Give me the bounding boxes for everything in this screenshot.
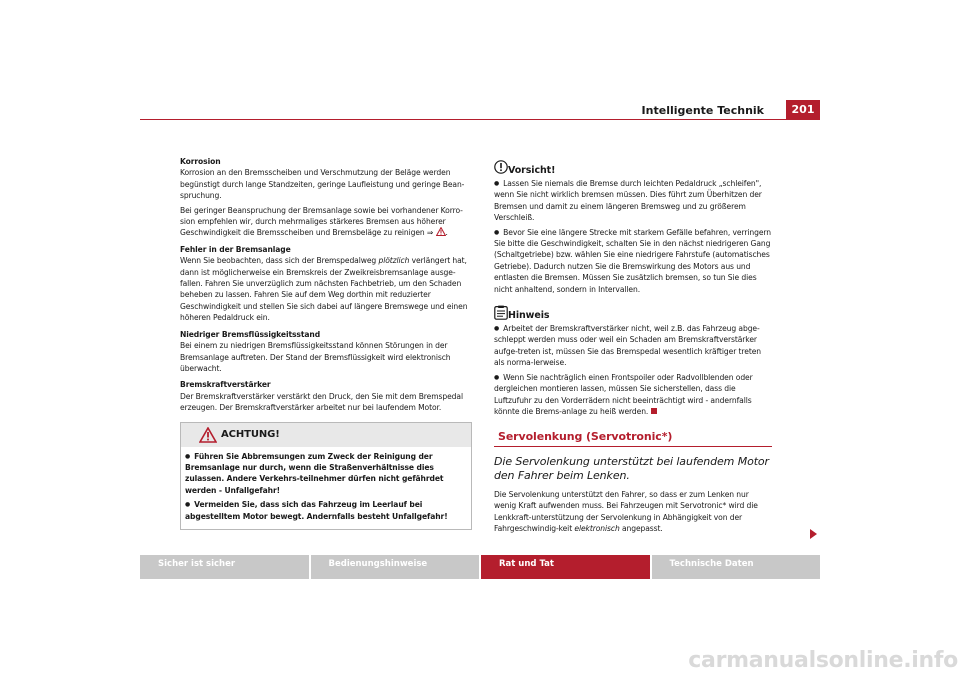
tab-bedienungshinweise[interactable]: Bedienungshinweise — [311, 555, 480, 579]
warning-triangle-icon — [436, 227, 446, 236]
section-subtitle: Die Servolenkung unterstützt bei laufendem Motor den Fahrer beim Lenken. — [494, 454, 769, 482]
hinweis-block — [494, 305, 772, 417]
list-item: ● Wenn Sie nachträglich einen Frontspoiler oder Radvollblenden oder dergleichen montieren lassen, müssen Sie sicherstellen, dass die Luftzufuhr zu den Vorderrädern nicht beeinträchtigt wird - andernfalls könnte die Brems-anlage zu heiß werden. — [494, 372, 772, 418]
heading-bremsfluessigkeit: Niedriger Bremsflüssigkeitsstand — [180, 329, 321, 339]
note-clipboard-icon — [494, 305, 508, 320]
list-item: ● Arbeitet der Bremskraftverstärker nicht, weil z.B. das Fahrzeug abge-schleppt werden muss oder weil ein Schaden am Bremskraftverstärker aufge-treten ist, müssen Sie das Bremspedal wesentlich kräftiger treten als norma-lerweise. — [494, 323, 772, 369]
end-marker-icon — [651, 408, 657, 414]
left-column — [180, 156, 472, 530]
paragraph: Bei einem zu niedrigen Bremsflüssigkeitsstand können Störungen in der Bremsanlage auftreten. Der Stand der Bremsflüssigkeit wird elektronisch überwacht. — [180, 341, 451, 373]
achtung-body — [181, 447, 471, 522]
hinweis-title: Hinweis — [508, 310, 550, 322]
achtung-header — [181, 423, 471, 447]
next-page-arrow-icon[interactable] — [810, 529, 817, 539]
watermark: carmanualsonline.info — [688, 648, 958, 673]
page-header — [140, 100, 820, 120]
exclamation-circle-icon — [494, 160, 508, 174]
page-title: Intelligente Technik — [641, 104, 764, 117]
heading-korrosion: Korrosion — [180, 157, 221, 166]
achtung-title: ACHTUNG! — [221, 428, 280, 440]
list-item: ● Lassen Sie niemals die Bremse durch leichten Pedaldruck „schleifen", wenn Sie nicht wirklich bremsen müssen. Dies führt zum Überhitzen der Bremsen und damit zu einem längeren Bremsweg und zu größerem Verschleiß. — [494, 178, 772, 224]
tab-technische-daten[interactable]: Technische Daten — [652, 555, 821, 579]
list-item: ● Bevor Sie eine längere Strecke mit starkem Gefälle befahren, verringern Sie bitte die Geschwindigkeit, schalten Sie in den nächst niedrigeren Gang (Schaltgetriebe) bzw. wählen Sie eine niedrigere Fahrstufe (automatisches Getriebe). Dadurch nutzen Sie die Bremswirkung des Motors aus und entlasten die Bremsen. Müssen Sie zusätzlich bremsen, so tun Sie dies nicht anhaltend, sondern in Intervallen. — [494, 227, 772, 295]
heading-bremskraftverstaerker: Bremskraftverstärker — [180, 380, 271, 390]
tab-rat-und-tat[interactable]: Rat und Tat — [481, 555, 650, 579]
section-title: Servolenkung (Servotronic*) — [494, 431, 772, 446]
paragraph: Bei geringer Beanspruchung der Bremsanlage sowie bei vorhandener Korro-sion empfehlen wir, durch mehrmaliges stärkeres Bremsen aus höherer Geschwindigkeit die Bremsscheiben und Bremsbeläge zu reinigen ⇒ . — [180, 205, 463, 238]
paragraph: Wenn Sie beobachten, dass sich der Bremspedalweg plötzlich verlängert hat, dann ist möglicherweise ein Bremskreis der Zweikreisbremsanlage ausge-fallen. Fahren Sie unverzüglich zum nächsten Fachbetrieb, um den Schaden beheben zu lassen. Fahren Sie auf dem Weg dorthin mit reduzierter Geschwindigkeit und stellen Sie sich dabei auf längere Bremswege und einen höheren Pedaldruck ein. — [180, 256, 468, 323]
hinweis-header — [494, 305, 772, 323]
heading-fehler: Fehler in der Bremsanlage — [180, 244, 291, 254]
paragraph: Die Servolenkung unterstützt den Fahrer, so dass er zum Lenken nur wenig Kraft aufwenden muss. Bei Fahrzeugen mit Servotronic* wird die Lenkkraft-unterstützung der Servolenkung in Abhängigkeit von der Fahrgeschwindig-keit elektronisch angepasst. — [494, 489, 758, 533]
page-number: 201 — [786, 100, 820, 120]
list-item: ● Führen Sie Abbremsungen zum Zweck der Reinigung der Bremsanlage nur durch, wenn die Straßenverhältnisse dies zulassen. Andere Verkehrs-teilnehmer dürfen nicht gefährdet werden - Unfallgefahr! — [185, 451, 467, 497]
list-item: ● Vermeiden Sie, dass sich das Fahrzeug im Leerlauf bei abgestelltem Motor bewegt. Andernfalls besteht Unfallgefahr! — [185, 499, 467, 522]
warning-triangle-icon — [199, 427, 217, 443]
tab-sicher-ist-sicher[interactable]: Sicher ist sicher — [140, 555, 309, 579]
achtung-box — [180, 422, 472, 530]
right-column — [494, 160, 772, 537]
vorsicht-header — [494, 160, 772, 178]
paragraph: Der Bremskraftverstärker verstärkt den Druck, den Sie mit dem Bremspedal erzeugen. Der Bremskraftverstärker arbeitet nur bei laufendem Motor. — [180, 391, 463, 413]
paragraph: Korrosion an den Bremsscheiben und Verschmutzung der Beläge werden begünstigt durch lange Standzeiten, geringe Laufleistung und geringe Bean-spruchung. — [180, 168, 465, 201]
vorsicht-block — [494, 160, 772, 295]
footer-nav — [140, 555, 820, 579]
vorsicht-title: Vorsicht! — [508, 165, 556, 176]
